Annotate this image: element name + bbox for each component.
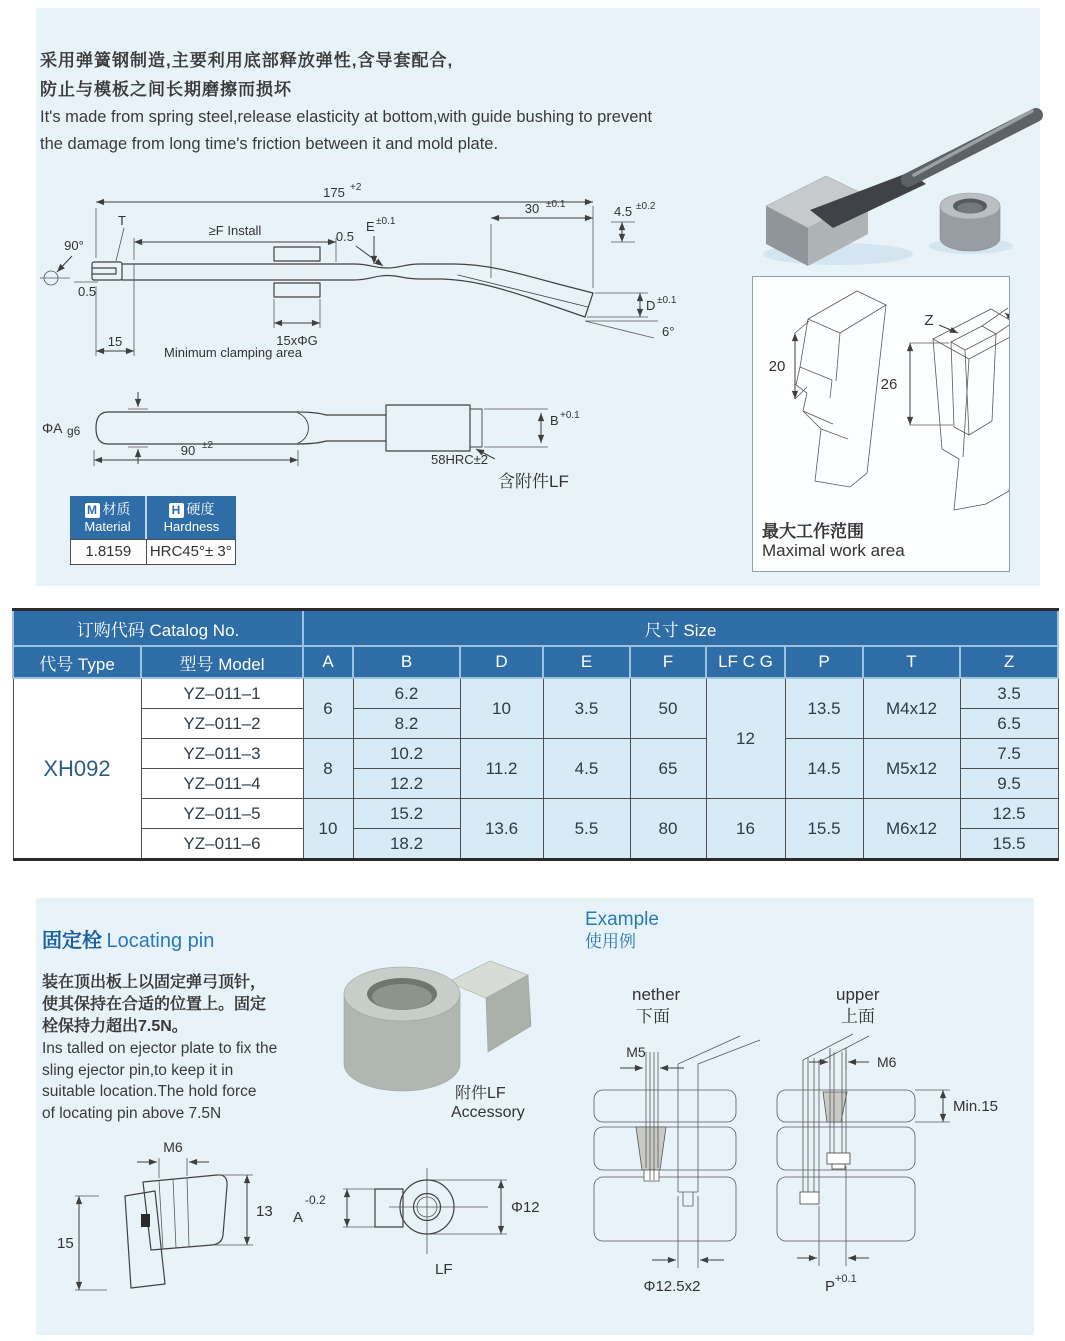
- cell-b: 12.2: [353, 769, 460, 799]
- h-badge: H: [169, 503, 184, 518]
- table-row: [13, 799, 1058, 829]
- material-table: [70, 496, 236, 565]
- example-nether-diagram: [592, 1030, 797, 1315]
- cell-model: YZ–011–4: [141, 769, 303, 799]
- example-dim-m6: M6: [877, 1054, 897, 1070]
- work-area-drawing: [753, 277, 1009, 515]
- dim-30: 30: [524, 201, 540, 216]
- top-dim-dia12: Φ12: [511, 1199, 540, 1216]
- example-dim-p: P: [825, 1278, 836, 1295]
- locating-pin-title-zh: 固定栓: [42, 930, 102, 952]
- cell-d: 13.6: [460, 799, 543, 860]
- col-header-z: Z: [960, 646, 1058, 678]
- label-upper-zh: 上面: [841, 1007, 875, 1026]
- side-dim-m6: M6: [163, 1139, 183, 1155]
- cell-b: 10.2: [353, 739, 460, 769]
- example-dim-p-tol: +0.1: [835, 1273, 857, 1285]
- col-header-e: E: [543, 646, 630, 678]
- dim-bushing: 15xΦG: [276, 333, 318, 348]
- dim-dia-a: ΦA: [42, 420, 63, 436]
- catalog-table: [12, 608, 1059, 861]
- top-dim-a-tol: -0.2: [305, 1193, 326, 1207]
- cell-f: 80: [630, 799, 706, 860]
- col-header-f: F: [630, 646, 706, 678]
- locating-pin-title-en: Locating pin: [106, 930, 215, 952]
- material-header: [70, 496, 147, 539]
- dim-dia-fit: g6: [67, 424, 81, 438]
- table-row: [13, 739, 1058, 769]
- label-nether: nether: [632, 985, 681, 1004]
- dim-b-tol: +0.1: [560, 410, 580, 421]
- note-hardness: 58HRC±2: [431, 452, 488, 467]
- side-dim-13: 13: [256, 1203, 273, 1220]
- cell-a: 6: [303, 678, 353, 739]
- material-en: Material: [84, 519, 131, 534]
- cell-t: M4x12: [863, 678, 960, 739]
- col-header-model: 型号 Model: [141, 646, 303, 678]
- dim-d-tol: ±0.1: [657, 295, 677, 306]
- cell-b: 15.2: [353, 799, 460, 829]
- side-dim-15: 15: [57, 1235, 74, 1252]
- label-nether-zh: 下面: [636, 1007, 670, 1026]
- intro-zh-line1: 采用弹簧钢制造,主要利用底部释放弹性,含导套配合,: [40, 51, 454, 70]
- col-header-p: P: [785, 646, 863, 678]
- dim-d: D: [646, 298, 656, 313]
- hardness-header: [147, 496, 236, 539]
- hardness-zh: 硬度: [186, 501, 215, 517]
- cell-z: 9.5: [960, 769, 1058, 799]
- drawing-top-view: [36, 178, 696, 378]
- accessory-label-zh: 附件LF: [455, 1085, 506, 1102]
- loc-zh-line3: 栓保持力超出7.5N。: [42, 1018, 188, 1035]
- dim-t: T: [118, 213, 126, 228]
- dim-e: E: [366, 219, 375, 234]
- intro-description: [40, 46, 720, 158]
- cell-d: 10: [460, 678, 543, 739]
- dim-15: 15: [107, 334, 123, 349]
- cell-b: 8.2: [353, 709, 460, 739]
- intro-en-line2: the damage from long time's friction between it and mold plate.: [40, 135, 499, 153]
- example-dim-m5: M5: [626, 1044, 646, 1060]
- dim-45: 4.5: [614, 204, 633, 219]
- col-header-lfcg: LF C G: [706, 646, 785, 678]
- dim-angle-90: 90°: [64, 238, 84, 253]
- locating-pin-top-view: [285, 1162, 555, 1287]
- cell-z: 12.5: [960, 799, 1058, 829]
- hardness-en: Hardness: [163, 519, 220, 534]
- loc-en-line2: sling ejector pin,to keep it in: [42, 1061, 234, 1079]
- example-dim-dia125: Φ12.5x2: [643, 1278, 701, 1295]
- example-title-zh: 使用例: [585, 932, 636, 951]
- locating-pin-side-view: [55, 1136, 285, 1298]
- cell-a: 10: [303, 799, 353, 860]
- dim-90: 90: [180, 443, 196, 458]
- cell-z: 7.5: [960, 739, 1058, 769]
- maximal-work-area-box: [752, 276, 1010, 572]
- cell-p: 14.5: [785, 739, 863, 799]
- loc-en-line1: Ins talled on ejector plate to fix the: [42, 1040, 278, 1057]
- cell-f: 65: [630, 739, 706, 799]
- work-dim-20: 20: [768, 358, 786, 375]
- table-row: [13, 678, 1058, 709]
- example-title: [585, 908, 659, 953]
- material-zh: 材质: [102, 501, 131, 517]
- cell-z: 3.5: [960, 678, 1058, 709]
- work-dim-26: 26: [880, 376, 898, 393]
- work-area-caption-zh: 最大工作范围: [762, 522, 864, 541]
- intro-zh-line2: 防止与模板之间长期磨擦而损坏: [40, 80, 292, 99]
- dim-05-neck: 0.5: [335, 229, 354, 244]
- cell-z: 6.5: [960, 709, 1058, 739]
- dim-b: B: [550, 413, 559, 428]
- loc-zh-line2: 使其保持在合适的位置上。固定: [42, 996, 267, 1013]
- drawing-front-view: [36, 382, 696, 497]
- cell-t: M5x12: [863, 739, 960, 799]
- cell-d: 11.2: [460, 739, 543, 799]
- work-area-caption-en: Maximal work area: [762, 541, 905, 560]
- example-upper-diagram: [775, 1030, 1065, 1315]
- cell-model: YZ–011–6: [141, 829, 303, 860]
- cell-t: M6x12: [863, 799, 960, 860]
- col-header-d: D: [460, 646, 543, 678]
- locating-pin-title: [42, 924, 214, 953]
- m-badge: M: [85, 503, 100, 518]
- locating-pin-description: [42, 972, 352, 1124]
- dim-30-tol: ±0.1: [546, 199, 566, 210]
- hardness-value: HRC45°± 3°: [146, 539, 236, 565]
- col-header-a: A: [303, 646, 353, 678]
- header-size: 尺寸 Size: [303, 610, 1058, 647]
- loc-en-line4: of locating pin above 7.5N: [42, 1104, 222, 1122]
- intro-en-line1: It's made from spring steel,release elasticity at bottom,with guide bushing to prevent: [40, 108, 653, 126]
- cell-a: 8: [303, 739, 353, 799]
- cell-model: YZ–011–3: [141, 739, 303, 769]
- col-header-type: 代号 Type: [13, 646, 141, 678]
- cell-lfcg: 16: [706, 799, 785, 860]
- cell-b: 6.2: [353, 678, 460, 709]
- dim-90-tol: ±2: [202, 440, 214, 451]
- accessory-photo: [338, 956, 558, 1106]
- work-dim-z: Z: [924, 312, 934, 329]
- loc-en-line3: suitable location.The hold force: [42, 1083, 257, 1100]
- top-dim-a: A: [293, 1209, 304, 1226]
- note-min-clamping: Minimum clamping area: [164, 345, 302, 360]
- cell-z: 15.5: [960, 829, 1058, 860]
- dim-e-tol: ±0.1: [376, 216, 396, 227]
- dim-45-tol: ±0.2: [636, 201, 656, 212]
- cell-p: 13.5: [785, 678, 863, 739]
- pin-shaft: [908, 115, 1036, 180]
- cell-e: 4.5: [543, 739, 630, 799]
- col-header-b: B: [353, 646, 460, 678]
- cell-lfcg: 12: [706, 678, 785, 799]
- cell-model: YZ–011–1: [141, 678, 303, 709]
- header-catalog-no: 订购代码 Catalog No.: [13, 610, 303, 647]
- col-header-t: T: [863, 646, 960, 678]
- example-dim-min15: Min.15: [953, 1098, 999, 1115]
- cell-model: YZ–011–2: [141, 709, 303, 739]
- product-photo: [738, 58, 1060, 272]
- loc-zh-line1: 装在顶出板上以固定弹弓顶针，: [42, 974, 267, 991]
- label-upper: upper: [836, 985, 880, 1004]
- cell-type: XH092: [13, 678, 141, 860]
- accessory-label-en: Accessory: [451, 1104, 525, 1121]
- cell-f: 50: [630, 678, 706, 739]
- dim-05-left: 0.5: [78, 284, 97, 299]
- dim-f-install: ≥F Install: [208, 223, 262, 238]
- cell-e: 3.5: [543, 678, 630, 739]
- material-value: 1.8159: [70, 539, 146, 565]
- cell-p: 15.5: [785, 799, 863, 860]
- example-title-en: Example: [585, 909, 659, 930]
- dim-overall-length-tol: +2: [350, 182, 362, 193]
- note-accessory-lf: 含附件LF: [498, 472, 569, 491]
- top-label-lf: LF: [435, 1261, 453, 1278]
- dim-angle-6: 6°: [662, 324, 675, 339]
- cell-b: 18.2: [353, 829, 460, 860]
- cell-model: YZ–011–5: [141, 799, 303, 829]
- cell-e: 5.5: [543, 799, 630, 860]
- dim-overall-length: 175: [323, 185, 345, 200]
